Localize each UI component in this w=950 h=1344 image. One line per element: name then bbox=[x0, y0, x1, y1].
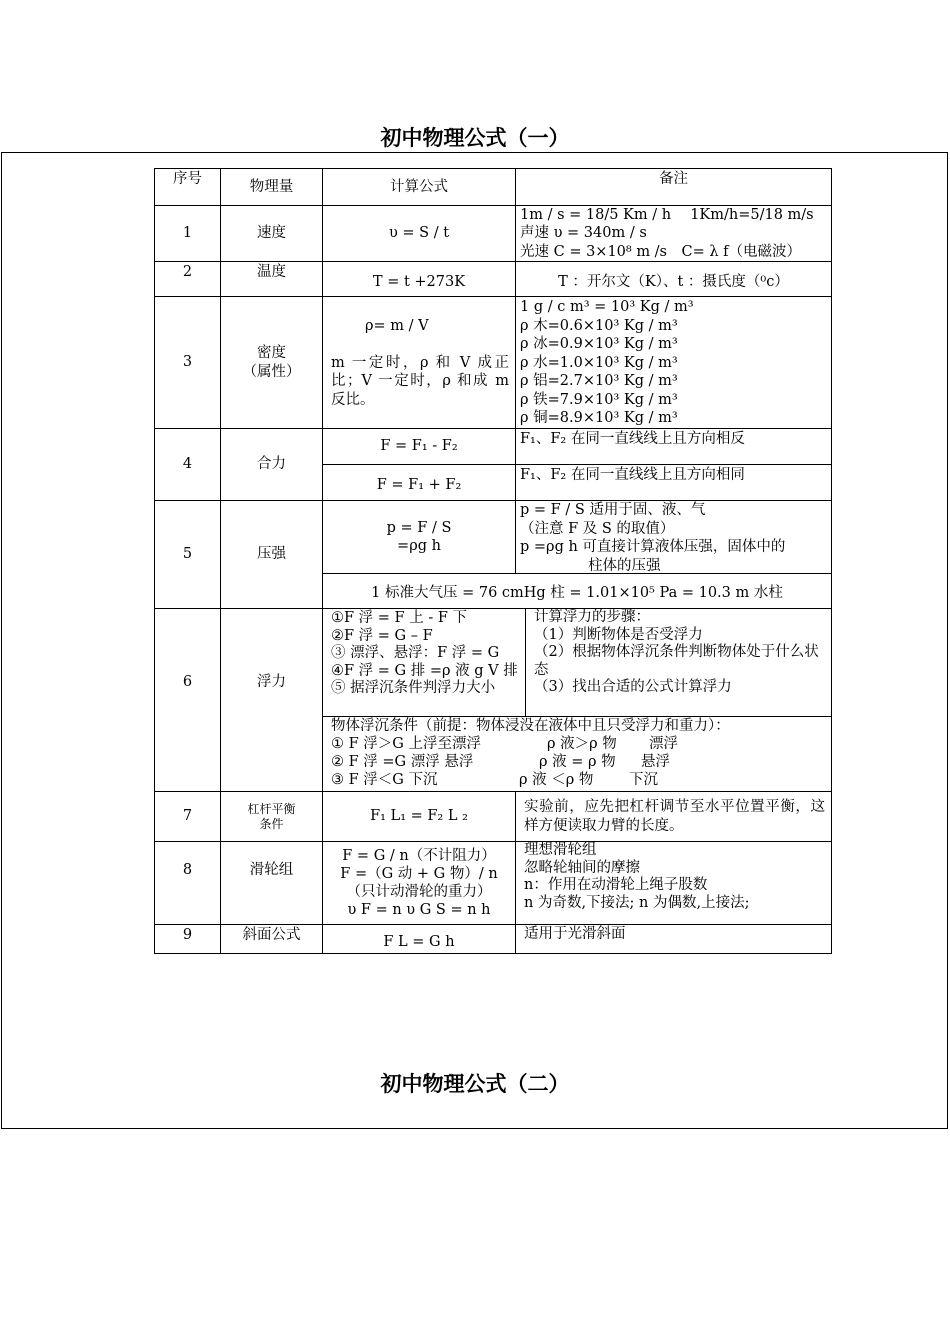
condition-density: ρ 液 = ρ 物 bbox=[539, 754, 616, 770]
row3-index: 3 bbox=[154, 296, 221, 429]
formula-line: ⑤ 据浮沉条件判浮力大小 bbox=[331, 680, 496, 696]
note-line: 光速 C = 3×10⁸ m /s C= λ f（电磁波） bbox=[520, 243, 802, 260]
header-index: 序号 bbox=[154, 168, 221, 206]
header-formula: 计算公式 bbox=[322, 168, 516, 206]
row5-formula bbox=[322, 500, 516, 574]
step-line: （2）根据物体浮沉条件判断物体处于什么状态 bbox=[534, 644, 819, 678]
row5-notes bbox=[515, 500, 832, 574]
condition-text: ③ F 浮＜G 下沉 bbox=[331, 772, 438, 788]
row6-conditions bbox=[322, 716, 832, 792]
row8-notes bbox=[515, 841, 832, 925]
note-line: p = F / S 适用于固、液、气 bbox=[520, 502, 706, 518]
header-notes: 备注 bbox=[515, 168, 832, 206]
formula-line: ②F 浮 = G – F bbox=[331, 627, 433, 644]
row5-quantity: 压强 bbox=[220, 500, 323, 609]
condition-heading: 物体浮沉条件（前提：物体浸没在液体中且只受浮力和重力）： bbox=[331, 718, 730, 734]
row4-notes-b: F₁、F₂ 在同一直线线上且方向相同 bbox=[515, 464, 832, 501]
note-line: 1 g / c m³ = 10³ Kg / m³ bbox=[520, 299, 694, 315]
quantity-line: （属性） bbox=[242, 363, 301, 380]
row6-quantity: 浮力 bbox=[220, 608, 323, 792]
row9-index: 9 bbox=[154, 924, 221, 954]
row4-formula-b: F = F₁ + F₂ bbox=[322, 464, 516, 501]
row4-formula-a: F = F₁ - F₂ bbox=[322, 428, 516, 465]
condition-text: ② F 浮 =G 漂浮 悬浮 bbox=[331, 754, 474, 770]
step-line: 计算浮力的步骤： bbox=[534, 609, 650, 625]
note-line: 忽略轮轴间的摩擦 bbox=[524, 859, 640, 876]
row7-notes: 实验前，应先把杠杆调节至水平位置平衡，这样方便读取力臂的长度。 bbox=[515, 791, 832, 842]
note-line: p =ρg h 可直接计算液体压强，固体中的 bbox=[520, 539, 786, 555]
formula-line: F =（G 动 + G 物）/ n bbox=[340, 866, 498, 882]
note-line: ρ 铝=2.7×10³ Kg / m³ bbox=[520, 373, 678, 389]
note-line: ρ 铁=7.9×10³ Kg / m³ bbox=[520, 391, 678, 408]
note-line: 理想滑轮组 bbox=[524, 842, 597, 858]
row2-formula: T = t +273K bbox=[322, 261, 516, 297]
condition-row bbox=[331, 753, 825, 771]
quantity-line: 密度 bbox=[257, 345, 286, 361]
formula-line: （只计动滑轮的重力） bbox=[346, 884, 492, 900]
note-line: ρ 水=1.0×10³ Kg / m³ bbox=[520, 354, 678, 371]
condition-text: ① F 浮＞G 上浮至漂浮 bbox=[331, 736, 481, 752]
row4-notes-a: F₁、F₂ 在同一直线线上且方向相反 bbox=[515, 428, 832, 465]
row2-index: 2 bbox=[154, 261, 221, 297]
row1-quantity: 速度 bbox=[220, 205, 323, 262]
row8-formula bbox=[322, 841, 516, 925]
row3-formula bbox=[322, 296, 516, 429]
note-line: ρ 木=0.6×10³ Kg / m³ bbox=[520, 317, 678, 334]
formula-line: ④F 浮 = G 排 =ρ 液 g V 排 bbox=[331, 662, 518, 679]
note-line: 柱体的压强 bbox=[588, 557, 661, 574]
note-line: ρ 冰=0.9×10³ Kg / m³ bbox=[520, 336, 678, 352]
formula-line: =ρg h bbox=[397, 538, 441, 554]
note-line: （注意 F 及 S 的取值） bbox=[520, 520, 675, 537]
row1-index: 1 bbox=[154, 205, 221, 262]
condition-row bbox=[331, 735, 825, 753]
row8-quantity: 滑轮组 bbox=[220, 841, 323, 925]
row7-formula: F₁ L₁ = F₂ L ₂ bbox=[322, 791, 516, 842]
header-quantity: 物理量 bbox=[220, 168, 323, 206]
row8-index: 8 bbox=[154, 841, 221, 925]
row3-notes bbox=[515, 296, 832, 429]
row4-index: 4 bbox=[154, 428, 221, 501]
step-line: （3）找出合适的公式计算浮力 bbox=[534, 679, 732, 695]
row1-notes bbox=[515, 205, 832, 262]
formula-line: ρ= m / V bbox=[365, 318, 429, 334]
step-line: （1）判断物体是否受浮力 bbox=[534, 626, 703, 643]
row6-formulas bbox=[322, 608, 526, 717]
condition-row bbox=[331, 771, 825, 789]
note-line: n：作用在动滑轮上绳子股数 bbox=[524, 877, 708, 893]
row5-index: 5 bbox=[154, 500, 221, 609]
row4-quantity: 合力 bbox=[220, 428, 323, 501]
row3-quantity bbox=[220, 296, 323, 429]
row7-quantity bbox=[220, 791, 323, 842]
row2-quantity: 温度 bbox=[220, 261, 323, 297]
row2-notes: T ：开尔文（K）、t ：摄氏度（⁰c） bbox=[515, 261, 832, 297]
row6-index: 6 bbox=[154, 608, 221, 792]
row9-formula: F L = G h bbox=[322, 924, 516, 954]
note-line: 1m / s = 18/5 Km / h 1Km/h=5/18 m/s bbox=[520, 206, 814, 223]
note-line: ρ 铜=8.9×10³ Kg / m³ bbox=[520, 410, 678, 426]
formula-line: p = F / S bbox=[386, 519, 452, 536]
note-line: n 为奇数,下接法; n 为偶数,上接法; bbox=[524, 894, 750, 911]
condition-state: 下沉 bbox=[629, 772, 658, 788]
quantity-line: 杠杆平衡 bbox=[247, 801, 296, 816]
quantity-line: 条件 bbox=[259, 816, 284, 831]
row1-formula: υ = S / t bbox=[322, 205, 516, 262]
row6-steps bbox=[525, 608, 832, 717]
formula-line: ③ 漂浮、悬浮：F 浮 = G bbox=[331, 645, 500, 661]
section-title: 初中物理公式（二） bbox=[380, 1071, 570, 1096]
condition-density: ρ 液＞ρ 物 bbox=[547, 736, 617, 752]
condition-density: ρ 液 ＜ρ 物 bbox=[519, 772, 594, 788]
note-line: 声速 υ = 340m / s bbox=[520, 225, 647, 242]
formula-line: F = G / n（不计阻力） bbox=[342, 848, 496, 864]
row7-index: 7 bbox=[154, 791, 221, 842]
formula-line: ①F 浮 = F 上 - F 下 bbox=[331, 610, 467, 626]
row9-quantity: 斜面公式 bbox=[220, 924, 323, 954]
page-title: 初中物理公式（一） bbox=[380, 125, 570, 150]
row5-atm: 1 标准大气压 = 76 cmHg 柱 = 1.01×10⁵ Pa = 10.3 m 水柱 bbox=[322, 573, 832, 609]
row9-notes: 适用于光滑斜面 bbox=[515, 924, 832, 954]
condition-state: 漂浮 bbox=[649, 736, 678, 752]
condition-state: 悬浮 bbox=[641, 754, 670, 770]
formula-note: m 一定时，ρ 和 V 成正比；V 一定时，ρ 和成 m 反比。 bbox=[331, 354, 509, 408]
formula-line: υ F = n υ G S = n h bbox=[347, 902, 491, 918]
